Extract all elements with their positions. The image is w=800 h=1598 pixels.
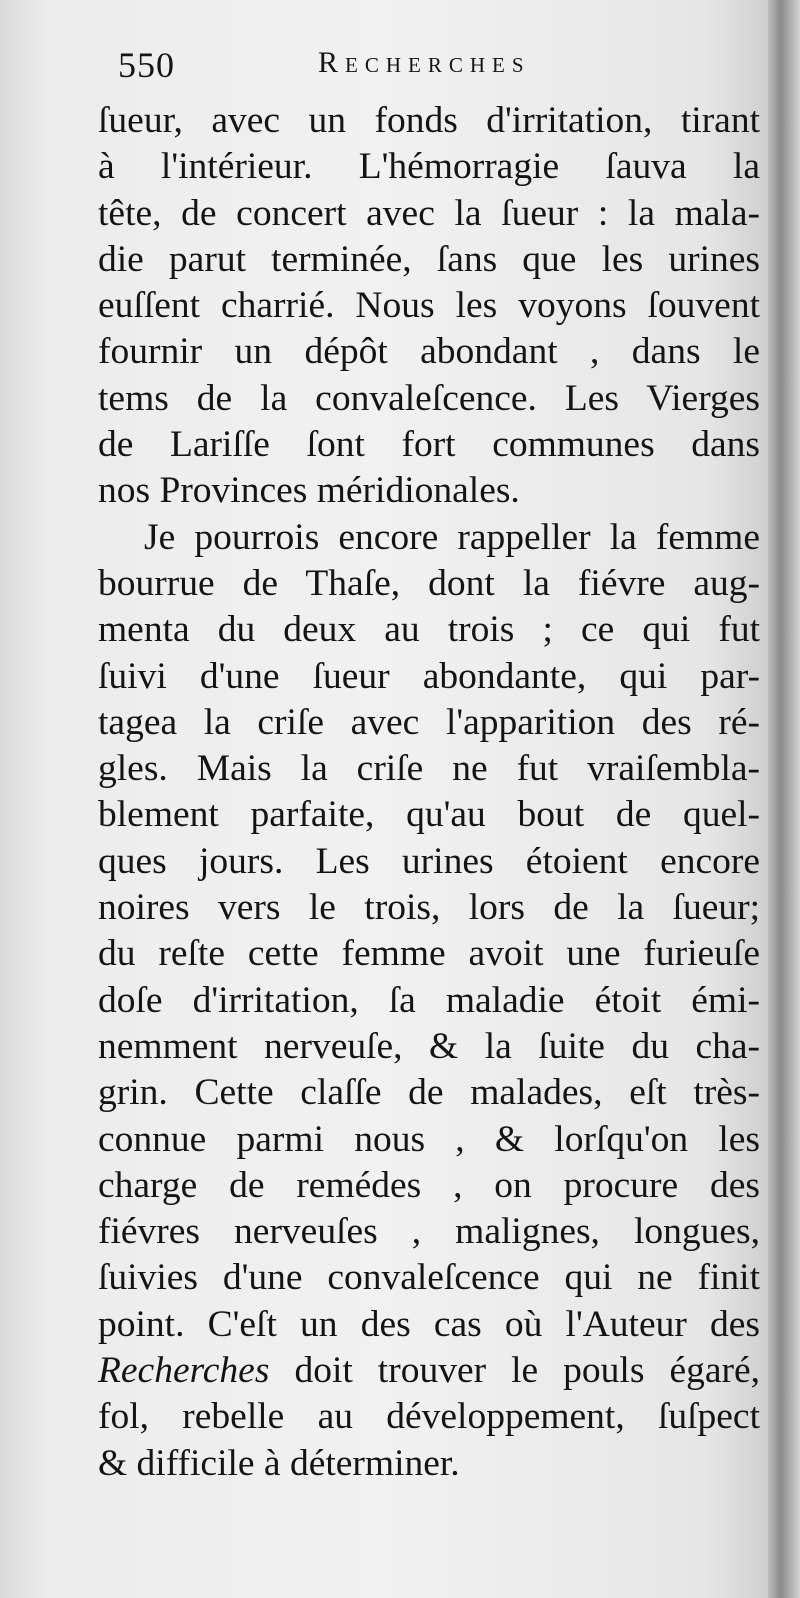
- text-line: tagea la criſe avec l'apparition des ré-: [98, 701, 760, 743]
- text-line: ſuivies d'une convaleſcence qui ne finit: [98, 1257, 760, 1299]
- text-line: tems de la convaleſcence. Les Vierges: [98, 377, 760, 419]
- paragraph-start: Je pourrois encore rappeller la femme: [144, 516, 760, 558]
- text-line: grin. Cette claſſe de malades, eſt très-: [98, 1072, 760, 1114]
- text-line: nos Provinces méridionales.: [98, 470, 520, 512]
- text-line: doſe d'irritation, ſa maladie étoit émi-: [98, 979, 760, 1021]
- text-line: tête, de concert avec la ſueur : la mala-: [98, 192, 760, 234]
- italic-title: Recherches: [98, 1350, 270, 1392]
- text-line: noires vers le trois, lors de la ſueur;: [98, 887, 760, 929]
- text-line: connue parmi nous , & lorſqu'on les: [98, 1118, 760, 1160]
- body-text: [98, 98, 760, 1487]
- text-line: à l'intérieur. L'hémorragie ſauva la: [98, 146, 760, 188]
- text-line: bourrue de Thaſe, dont la fiévre aug-: [98, 562, 760, 604]
- text-line: fiévres nerveuſes , malignes, longues,: [98, 1211, 760, 1253]
- text-line: nemment nerveuſe, & la ſuite du cha-: [98, 1025, 760, 1067]
- text-line: du reſte cette femme avoit une furieuſe: [98, 933, 760, 975]
- text-line: blement parfaite, qu'au bout de quel-: [98, 794, 760, 836]
- text-line: ſueur, avec un fonds d'irritation, tirant: [98, 100, 760, 141]
- text-line: fol, rebelle au développement, ſuſpect: [98, 1396, 760, 1438]
- text-line: die parut terminée, ſans que les urines: [98, 238, 760, 280]
- text-line: fournir un dépôt abondant , dans le: [98, 331, 760, 373]
- text-line: point. C'eſt un des cas où l'Auteur des: [98, 1303, 760, 1345]
- text-line: menta du deux au trois ; ce qui fut: [98, 609, 760, 651]
- text-line: ſuivi d'une ſueur abondante, qui par-: [98, 655, 760, 697]
- text-line: & difficile à déterminer.: [98, 1442, 460, 1484]
- text-fragment: doit trouver le pouls égaré,: [269, 1350, 760, 1392]
- running-head: Recherches: [318, 46, 531, 79]
- text-line: de Lariſſe ſont fort communes dans: [98, 424, 760, 466]
- text-line: charge de remédes , on procure des: [98, 1164, 760, 1206]
- page-number: 550: [118, 45, 175, 85]
- text-line: ques jours. Les urines étoient encore: [98, 840, 760, 882]
- text-line: euſſent charrié. Nous les voyons ſouvent: [98, 285, 760, 327]
- book-spine-shadow: [768, 0, 800, 1598]
- page-header: [118, 44, 678, 94]
- text-line: [98, 1348, 760, 1394]
- text-line: gles. Mais la criſe ne fut vraiſembla-: [98, 748, 760, 790]
